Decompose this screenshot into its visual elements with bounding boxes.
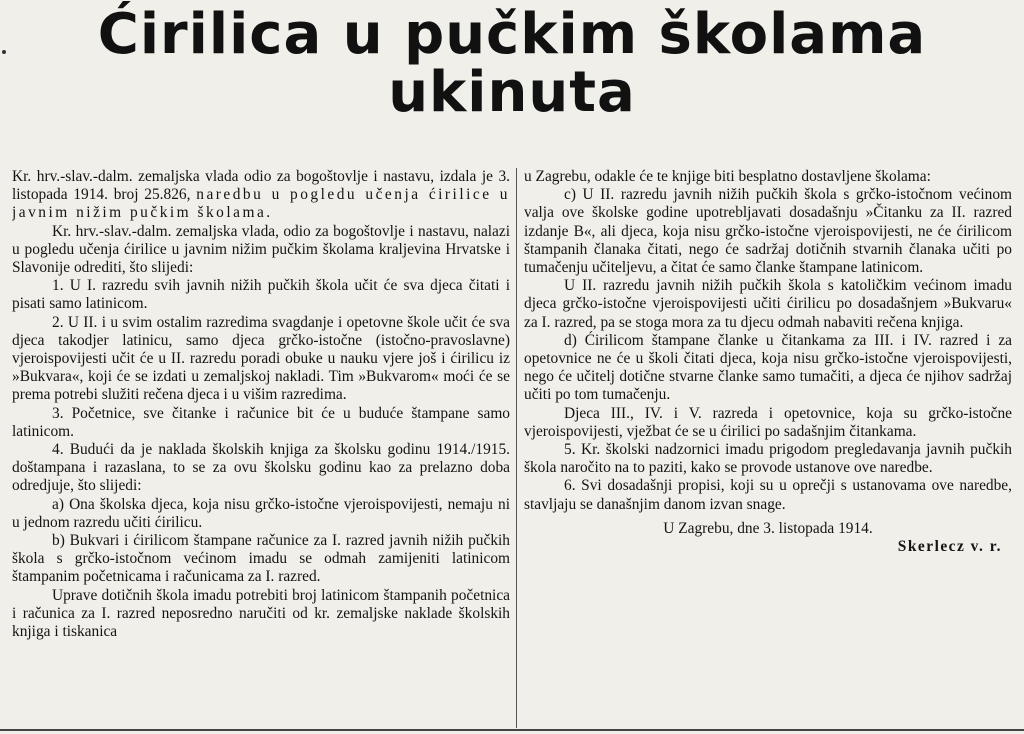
- article-4: 4. Budući da je naklada školskih knjiga za školsku godinu 1914./1915. doštampana i razaslana, to se za ovu školsku godinu kao za prelazno doba odredjuje, što slijedi:: [12, 441, 510, 495]
- continuation-paragraph: u Zagrebu, odakle će te knjige biti besplatno dostavljene školama:: [524, 168, 931, 185]
- bottom-rule: [0, 729, 1024, 731]
- catholic-majority-paragraph: U II. razredu javnih nižih pučkih škola s katoličkim većinom imadu djeca grčko-istočne vjeroispovijesti učiti ćirilicu po dosadašnjem »Bukvaru« za I. razred, pa se stoga mora za tu djecu odmah nabaviti rečena knjiga.: [524, 277, 1012, 331]
- column-divider: [516, 168, 517, 728]
- higher-grades-paragraph: Djeca III., IV. i V. razreda i opetovnice, koja su grčko-istočne vjeroispovijesti, vježbat će se u ćirilici po sadašnjim čitankama.: [524, 404, 1012, 440]
- article-6: 6. Svi dosadašnji propisi, koji su u oprečji s ustanovama ove naredbe, stavljaju se današnjim danom izvan snage.: [524, 477, 1012, 513]
- decree-preamble: Kr. hrv.-slav.-dalm. zemaljska vlada, odio za bogoštovlje i nastavu, nalazi u pogledu učenja ćirilice u javnim nižim pučkim školama kraljevina Hrvatske i Slavonije odrediti, što slijedi:: [12, 222, 510, 277]
- decree-title: naredbu u pogledu učenja ćirilice u javnim nižim pučkim školama.: [12, 186, 510, 222]
- article-4b: b) Bukvari i ćirilicom štampane računice za I. razred javnih nižih pučkih škola s grčko-istočnom većinom imadu se odmah zamijeniti latinicom štampanim početnicama i računicama za I. razred.: [12, 532, 510, 586]
- article-4a: a) Ona školska djeca, koja nisu grčko-istočne vjeroispovijesti, nemaju ni u jednom razredu učiti ćirilicu.: [12, 495, 510, 531]
- article-5: 5. Kr. školski nadzornici imadu prigodom pregledavanja javnih pučkih škola naročito na to paziti, kako se provode ustanove ove naredbe.: [524, 441, 1012, 477]
- article-1: 1. U I. razredu svih javnih nižih pučkih škola učit će sva djeca čitati i pisati samo latinicom.: [12, 277, 510, 313]
- headline: [0, 2, 1024, 125]
- article-4d: d) Ćirilicom štampane članke u čitankama za III. i IV. razred i za opetovnice ne će u školi čitati djeca, koja nisu grčko-istočne vjeroispovijesti, nego će učitelj dotične stvarne članke samo tumačiti, a djeca će njihov sadržaj učiti po tom tumačenju.: [524, 331, 1012, 404]
- article-4c: c) U II. razredu javnih nižih pučkih škola s grčko-istočnom većinom valja ove školske godine upotrebljavati dosadašnju »Čitanku za II. razred izdanje B«, ali djeca, koja nisu grčko-istočne vjeroispovijesti, ne će ćirilicom štampanih članaka čitati, nego će sadržaj dotičnih stvarnih članaka učiti po tumačenju učiteljevu, a čitat će samo članke štampane latinicom.: [524, 186, 1012, 277]
- place-and-date: U Zagrebu, dne 3. listopada 1914.: [663, 519, 873, 537]
- school-administration-paragraph: Uprave dotičnih škola imadu potrebiti broj latinicom štampanih početnica i računica za I. razred neposredno naručiti od kr. zemaljske naklade školskih knjiga i tiskanica: [12, 586, 510, 641]
- intro-paragraph: [12, 168, 510, 223]
- article-3: 3. Početnice, sve čitanke i računice bit će u buduće štampane samo latinicom.: [12, 404, 510, 440]
- intro-text: Kr. hrv.-slav.-dalm. zemaljska vlada odio za bogoštovlje i nastavu, izdala je 3. listopada 1914. broj 25.826,: [12, 168, 510, 204]
- article-2: 2. U II. i u svim ostalim razredima svagdanje i opetovne škole učit će sva djeca takodjer latinicu, samo djeca grčko-istočne (istočno-pravoslavne) vjeroispovijesti učit će u II. razredu poradi obuke u nauku vjere još i ćirilicu iz »Bukvara«, koji će se izdati u zemaljskoj nakladi. Tim »Bukvarom« moći će se prema potrebi služiti rečena djeca i u višim razredima.: [12, 313, 510, 404]
- headline-line-1: Ćirilica u pučkim školama: [97, 2, 927, 67]
- left-column: [12, 168, 510, 728]
- signature: Skerlecz v. r.: [897, 538, 1002, 556]
- right-column: [524, 168, 1012, 728]
- headline-line-2: ukinuta: [388, 60, 636, 125]
